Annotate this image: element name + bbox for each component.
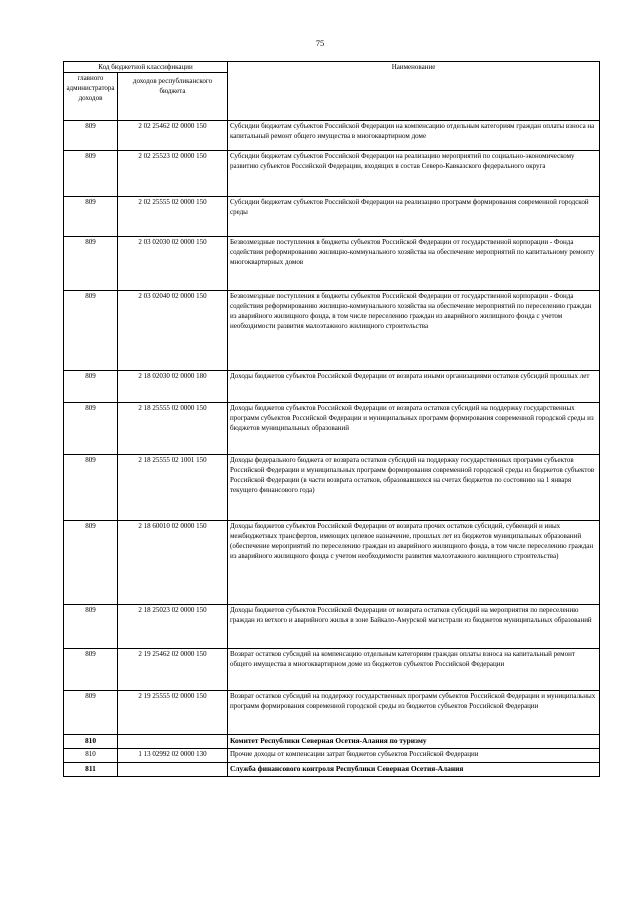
admin-code-cell: 809: [64, 371, 118, 403]
admin-code-cell: 809: [64, 649, 118, 691]
income-code-cell: 2 02 25555 02 0000 150: [118, 197, 228, 237]
admin-code-cell: 809: [64, 151, 118, 197]
income-name-cell: Субсидии бюджетам субъектов Российской Федерации на реализацию программ формирования современной городской среды: [228, 197, 600, 237]
page-number: 75: [315, 38, 325, 48]
administrator-name-cell: Служба финансового контроля Республики Северная Осетия-Алания: [228, 763, 600, 777]
admin-code-cell: 810: [64, 735, 118, 749]
table-row: [64, 649, 600, 691]
budget-classification-table: [63, 61, 600, 777]
income-code-cell: 2 19 25462 02 0000 150: [118, 649, 228, 691]
table-row: [64, 371, 600, 403]
income-name-cell: Возврат остатков субсидий на компенсацию отдельным категориям граждан оплаты взноса на капитальный ремонт общего имущества в многоквартирном доме из бюджетов субъектов Российской Федерации: [228, 649, 600, 691]
income-code-cell: 1 13 02992 02 0000 130: [118, 749, 228, 763]
table-row: [64, 237, 600, 291]
admin-code-cell: 809: [64, 605, 118, 649]
income-code-cell: 2 03 02030 02 0000 150: [118, 237, 228, 291]
table-row: [64, 605, 600, 649]
admin-code-cell: 809: [64, 237, 118, 291]
table-row: [64, 197, 600, 237]
income-name-cell: Доходы бюджетов субъектов Российской Федерации от возврата иными организациями остатков субсидий прошлых лет: [228, 371, 600, 403]
income-code-cell: 2 18 25555 02 1001 150: [118, 455, 228, 521]
income-name-cell: Возврат остатков субсидий на поддержку государственных программ субъектов Российской Федерации и муниципальных программ формирования современной городской среды из бюджетов субъектов Российской Федерации: [228, 691, 600, 735]
admin-code-cell: 809: [64, 291, 118, 371]
budget-code-group-header: Код бюджетной классификации: [64, 62, 228, 73]
admin-code-cell: 809: [64, 403, 118, 455]
table-row: [64, 691, 600, 735]
table-row: [64, 403, 600, 455]
admin-code-cell: 809: [64, 121, 118, 151]
income-code-cell: [118, 763, 228, 777]
income-code-cell: 2 18 02030 02 0000 180: [118, 371, 228, 403]
income-code-cell: 2 02 25523 02 0000 150: [118, 151, 228, 197]
income-name-cell: Безвозмездные поступления в бюджеты субъектов Российской Федерации от государственной корпорации - Фонда содействия реформированию жилищно-коммунального хозяйства на обеспечение мероприятий по переселению граждан из аварийного жилищного фонда, в том числе переселению граждан из аварийного жилищного фонда с учетом необходимости развития малоэтажного жилищного строительства: [228, 291, 600, 371]
income-code-column-header: доходов республиканского бюджета: [118, 73, 228, 121]
income-code-cell: 2 18 25023 02 0000 150: [118, 605, 228, 649]
income-name-cell: Доходы бюджетов субъектов Российской Федерации от возврата остатков субсидий на мероприятия по переселению граждан из ветхого и аварийного жилья в зоне Байкало-Амурской магистрали из бюджетов муниципальных образований: [228, 605, 600, 649]
income-name-cell: Доходы бюджетов субъектов Российской Федерации от возврата прочих остатков субсидий, субвенций и иных межбюджетных трансфертов, имеющих целевое назначение, прошлых лет из бюджетов муниципальных образований (обеспечение мероприятий по переселению граждан из аварийного жилищного фонда, в том числе переселению граждан из аварийного жилищного фонда с учетом необходимости развития малоэтажного жилищного строительства): [228, 521, 600, 605]
admin-column-header: главного администратора доходов: [64, 73, 118, 121]
income-code-cell: 2 19 25555 02 0000 150: [118, 691, 228, 735]
administrator-name-cell: Комитет Республики Северная Осетия-Алания по туризму: [228, 735, 600, 749]
table-row: [64, 735, 600, 749]
admin-code-cell: 810: [64, 749, 118, 763]
table-row: [64, 291, 600, 371]
admin-code-cell: 809: [64, 197, 118, 237]
name-column-header: Наименование: [228, 62, 600, 121]
table-row: [64, 521, 600, 605]
admin-code-cell: 809: [64, 455, 118, 521]
income-code-cell: [118, 735, 228, 749]
admin-code-cell: 811: [64, 763, 118, 777]
income-name-cell: Субсидии бюджетам субъектов Российской Федерации на компенсацию отдельным категориям граждан оплаты взноса на капитальный ремонт общего имущества в многоквартирном доме: [228, 121, 600, 151]
income-name-cell: Безвозмездные поступления в бюджеты субъектов Российской Федерации от государственной корпорации - Фонда содействия реформированию жилищно-коммунального хозяйства на обеспечение мероприятий по капитальному ремонту многоквартирных домов: [228, 237, 600, 291]
table-row: [64, 151, 600, 197]
income-name-cell: Субсидии бюджетам субъектов Российской Федерации на реализацию мероприятий по социально-экономическому развитию субъектов Российской Федерации, входящих в состав Северо-Кавказского федерального округа: [228, 151, 600, 197]
income-name-cell: Прочие доходы от компенсации затрат бюджетов субъектов Российской Федерации: [228, 749, 600, 763]
income-name-cell: Доходы федерального бюджета от возврата остатков субсидий на поддержку государственных программ субъектов Российской Федерации и муниципальных программ формирования современной городской среды из бюджетов субъектов Российской Федерации (в части возврата остатков, образовавшихся на счетах бюджетов по состоянию на 1 января текущего финансового года): [228, 455, 600, 521]
income-name-cell: Доходы бюджетов субъектов Российской Федерации от возврата остатков субсидий на поддержку государственных программ субъектов Российской Федерации и муниципальных программ формирования современной городской среды из бюджетов муниципальных образований: [228, 403, 600, 455]
income-code-cell: 2 02 25462 02 0000 150: [118, 121, 228, 151]
admin-code-cell: 809: [64, 691, 118, 735]
income-code-cell: 2 03 02040 02 0000 150: [118, 291, 228, 371]
income-code-cell: 2 18 25555 02 0000 150: [118, 403, 228, 455]
table-row: [64, 455, 600, 521]
table-row: [64, 121, 600, 151]
table-row: [64, 749, 600, 763]
table-row: [64, 763, 600, 777]
admin-code-cell: 809: [64, 521, 118, 605]
income-code-cell: 2 18 60010 02 0000 150: [118, 521, 228, 605]
